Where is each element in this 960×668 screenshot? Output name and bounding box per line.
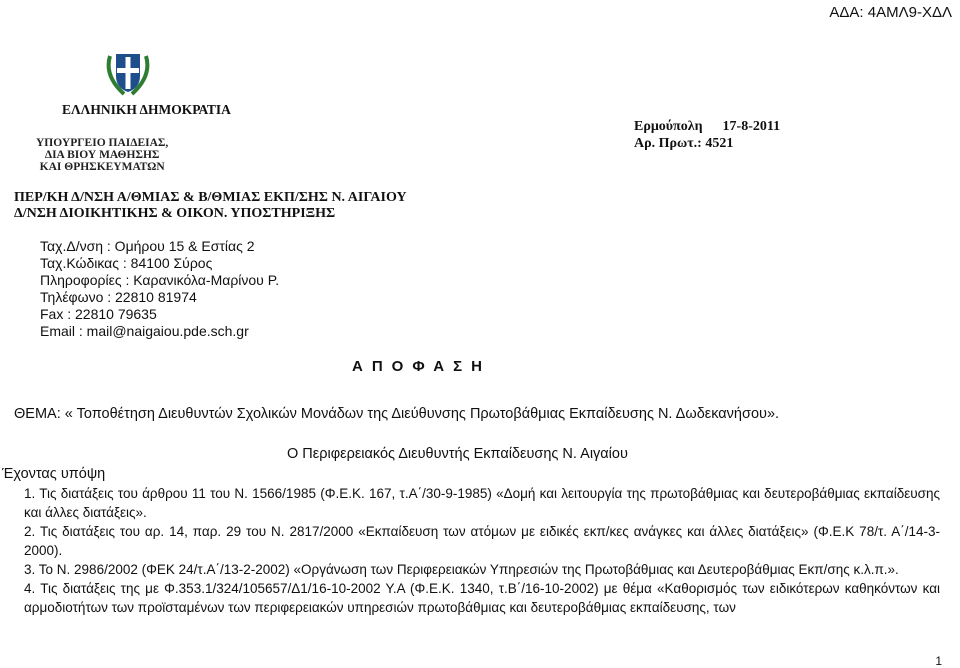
subject-line: ΘΕΜΑ: « Τοποθέτηση Διευθυντών Σχολικών Μονάδων της Διεύθυνσης Πρωτοβάθμιας Εκπαίδευσης Ν. Δωδεκανήσου». [14,406,780,422]
republic-label: ΕΛΛΗΝΙΚΗ ΔΗΜΟΚΡΑΤΙΑ [62,102,231,117]
place-name: Ερμούπολη [634,119,703,134]
contact-phone: Τηλέφωνο : 22810 81974 [40,289,197,305]
considering-label: Έχοντας υπόψη [2,466,106,482]
considerations-list [24,484,940,617]
directorate-line: Δ/ΝΣΗ ΔΙΟΙΚΗΤΙΚΗΣ & ΟΙΚΟΝ. ΥΠΟΣΤΗΡΙΞΗΣ [14,206,336,221]
ministry-line: ΚΑΙ ΘΡΗΣΚΕΥΜΑΤΩΝ [39,161,165,173]
date-protocol-block [634,118,780,152]
ministry-line: ΥΠΟΥΡΓΕΙΟ ΠΑΙΔΕΙΑΣ, [36,137,169,149]
protocol-number: Αρ. Πρωτ.: 4521 [634,136,734,151]
contact-info: Πληροφορίες : Καρανικόλα-Μαρίνου Ρ. [40,272,280,288]
decision-title: ΑΠΟΦΑΣΗ [352,358,491,375]
ada-code: ΑΔΑ: 4ΑΜΛ9-ΧΔΛ [829,4,952,21]
ministry-line: ΔΙΑ ΒΙΟΥ ΜΑΘΗΣΗΣ [44,149,160,161]
contact-email: Email : mail@naigaiou.pde.sch.gr [40,323,249,339]
list-item: 4. Τις διατάξεις της με Φ.353.1/324/105657/Δ1/16-10-2002 Υ.Α (Φ.Ε.Κ. 1340, τ.Β΄/16-10-2002) με θέμα «Καθορισμός των ειδικότερων καθηκόντων και αρμοδιοτήτων των προϊσταμένων των περιφερειακών υπηρεσιών πρωτοβάθμιας και δευτεροβάθμιας εκπαίδευσης, των [24,581,940,615]
document-date: 17-8-2011 [722,119,781,134]
directorate-block [14,190,407,222]
list-item: 2. Τις διατάξεις του αρ. 14, παρ. 29 του Ν. 2817/2000 «Εκπαίδευση των ατόμων με ειδικές εκπ/κες ανάγκες και άλλες διατάξεις» (Φ.Ε.Κ 78/τ. Α΄/14-3-2000). [24,524,940,558]
list-item: 3. Το Ν. 2986/2002 (ΦΕΚ 24/τ.Α΄/13-2-2002) «Οργάνωση των Περιφερειακών Υπηρεσιών της Πρωτοβάθμιας και Δευτεροβάθμιας Εκπ/σης κ.λ.π.». [24,562,899,577]
page-number: 1 [935,654,942,668]
ministry-label [36,137,168,173]
contact-block [40,238,279,340]
contact-address: Ταχ.Δ/νση : Ομήρου 15 & Εστίας 2 [40,238,255,254]
issuer-line: Ο Περιφερειακός Διευθυντής Εκπαίδευσης Ν. Αιγαίου [287,446,628,462]
greek-emblem-icon [102,48,154,98]
directorate-line: ΠΕΡ/ΚΗ Δ/ΝΣΗ Α/ΘΜΙΑΣ & Β/ΘΜΙΑΣ ΕΚΠ/ΣΗΣ Ν. ΑΙΓΑΙΟΥ [14,190,407,205]
contact-postcode: Ταχ.Κώδικας : 84100 Σύρος [40,255,213,271]
list-item: 1. Τις διατάξεις του άρθρου 11 του Ν. 1566/1985 (Φ.Ε.Κ. 167, τ.Α΄/30-9-1985) «Δομή και λειτουργία της πρωτοβάθμιας και δευτεροβάθμιας εκπαίδευσης και άλλες διατάξεις». [24,486,940,520]
contact-fax: Fax : 22810 79635 [40,306,157,322]
